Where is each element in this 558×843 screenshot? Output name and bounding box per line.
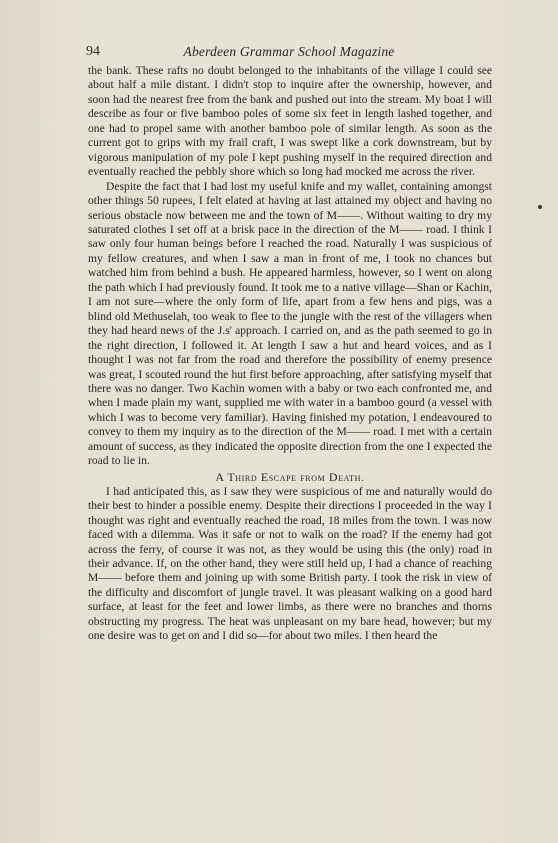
section-heading: A Third Escape from Death. [215, 469, 365, 484]
page-number: 94 [86, 44, 100, 59]
paragraph-journey: Despite the fact that I had lost my useful knife and my wallet, containing amongst other things 50 rupees, I felt elated at having at last attained my object and having no serious obstacle now between me and the town of M——. Without waiting to dry my saturated clothes I set off at a brisk pace in the direction of the M—— road. I think I saw only four human beings before I reached the road. Naturally I was suspicious of my fellow creatures, and when I saw a man in front of me, I took no chances but watched him from behind a bush. He appeared harmless, however, so I went on along the path which I had previously found. It took me to a native village—Shan or Kachin, I am not sure—where the only form of life, apart from a few hens and pigs, was a blind old Methuselah, too weak to flee to the jungle with the rest of the villagers when they had heard news of the J.s' approach. I carried on, and as the path seemed to go in the right direction, I followed it. At length I saw a hut and heard voices, and as I thought I was not far from the road and therefore the possibility of enemy presence was great, I scouted round the hut first before approaching, after satisfying myself that there was no danger. Two Kachin women with a baby or two each confronted me, and when I made plain my want, supplied me with water in a bamboo gourd (a vessel with which I was to become very familiar). Having finished my potation, I endeavoured to convey to them my inquiry as to the direction of the M—— road. I met with a certain amount of success, as they indicated the opposite direction from the one I expected the road to lie in. [88, 179, 492, 468]
body-text [88, 64, 492, 644]
paragraph-road: I had anticipated this, as I saw they were suspicious of me and naturally would do their best to hinder a possible enemy. Despite their directions I proceeded in the way I thought was right and eventually reached the road, 18 miles from the town. I was now faced with a dilemma. Was it safe or not to walk on the road? If the enemy had got across the ferry, of course it was not, as they would be using this (the only) road in their advance. If, on the other hand, they were still held up, I had a chance of reaching M—— before them and joining up with some British party. I took the risk in view of the difficulty and discomfort of jungle travel. It was pleasant walking on a good hard surface, at least for the feet and lower limbs, as there were no branches and thorns obstructing my progress. The heat was unpleasant on my bare head, however; but my one desire was to get on and I did so—for about two miles. I then heard the [88, 484, 492, 643]
page-header [86, 44, 492, 64]
margin-ink-dot [538, 205, 542, 209]
paragraph-raft: the bank. These rafts no doubt belonged to the inhabitants of the village I could see about half a mile distant. I didn't stop to inquire after the ownership, however, and soon had the nearest free from the bank and pushed out into the stream. My boat I will describe as four or five bamboo poles of some six feet in length lashed together, and one had to propel same with another bamboo pole of similar length. As soon as the current got to grips with my frail craft, I was swept like a cork downstream, but by vigorous manipulation of my pole I kept pushing myself in the required direction and eventually reached the pebbly shore which so long had mocked me across the river. [88, 64, 492, 179]
running-title: Aberdeen Grammar School Magazine [183, 44, 395, 59]
